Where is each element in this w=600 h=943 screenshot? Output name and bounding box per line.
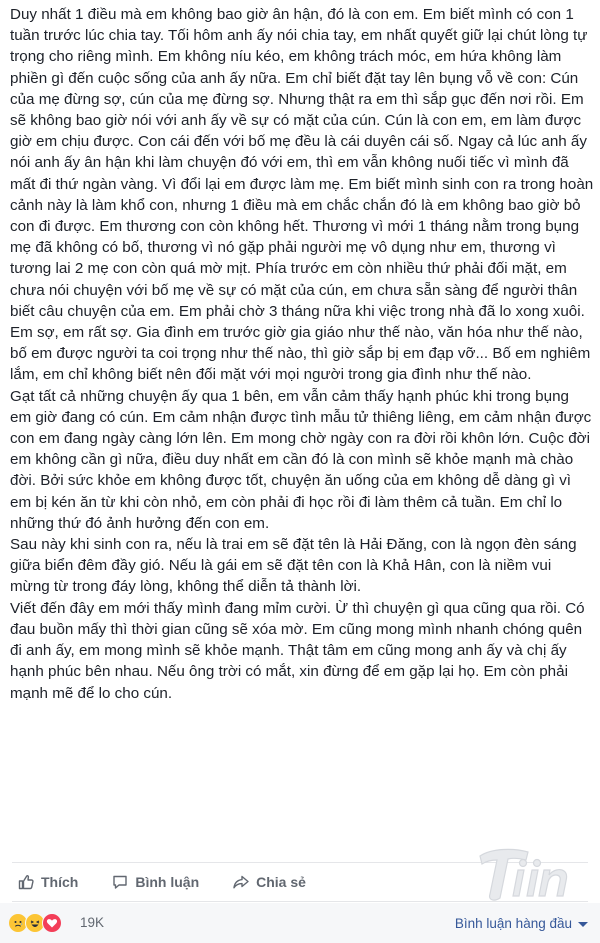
comment-sort-dropdown[interactable]: Bình luận hàng đầu xyxy=(454,916,572,931)
love-reaction-icon xyxy=(42,913,62,933)
post-actions-bar xyxy=(0,864,600,900)
divider xyxy=(12,901,588,902)
divider xyxy=(12,862,588,863)
like-button[interactable] xyxy=(18,874,78,890)
post-paragraph: Viết đến đây em mới thấy mình đang mỉm cười. Ừ thì chuyện gì qua cũng qua rồi. Có đau buồn mấy thì thời gian cũng sẽ xóa mờ. Em cũng mong mình nhanh chóng quên đi anh ấy, em mong mình sẽ khỏe mạnh. Thật tâm em cũng mong anh ấy và chị ấy hạnh phúc bên nhau. Nếu ông trời có mắt, xin đừng để em gặp lại họ. Em còn phải mạnh mẽ để lo cho cún. xyxy=(10,599,585,702)
comment-button[interactable] xyxy=(112,874,199,890)
share-button[interactable] xyxy=(233,874,306,890)
reactions-summary[interactable] xyxy=(8,913,59,933)
post-footer xyxy=(0,903,600,943)
post-paragraph: Sau này khi sinh con ra, nếu là trai em sẽ đặt tên là Hải Đăng, con là ngọn đèn sáng giữa biển đêm đầy gió. Nếu là gái em sẽ đặt tên con là Khả Hân, con là niềm vui mừng từ trong đáy lòng, không thể diễn tả thành lời. xyxy=(10,536,577,596)
post-paragraph: Duy nhất 1 điều mà em không bao giờ ân hận, đó là con em. Em biết mình có con 1 tuần trước lúc chia tay. Tối hôm anh ấy nói chia tay, em nhất quyết giữ lại chút lòng tự trọng cho riêng mình. Em không níu kéo, em không trách móc, em hứa không làm phiền gì đến cuộc sống của anh ấy nữa. Em chỉ biết đặt tay lên bụng vỗ về con: Cún của mẹ đừng sợ, cún của mẹ đừng sợ. Nhưng thật ra em thì sắp gục đến nơi rồi. Em sẽ không bao giờ nói với anh ấy về sự có mặt của cún. Cún là con em, em làm được giờ em chịu được. Con cái đến với bố mẹ đều là cái duyên cái số. Ngay cả lúc anh ấy nói anh ấy ân hận khi làm chuyện đó với em, thì em vẫn không nuối tiếc vì mình đã mất đi thứ ngàn vàng. Vì đổi lại em được làm mẹ. Em biết mình sinh con ra trong hoàn cảnh này là làm khổ con, nhưng 1 điều mà em chắc chắn đó là em không bao giờ bỏ con đi được. Em thương con còn không hết. Thương vì mới 1 tháng nằm trong bụng mẹ đã không có bố, thương vì nó gặp phải người mẹ vô dụng như em, thương vì tương lai 2 mẹ con còn quá mờ mịt. Phía trước em còn nhiều thứ phải đối mặt, em chưa nói chuyện với bố mẹ về sự có mặt của cún, em chưa sẵn sàng để người thân biết câu chuyện của em. Em phải chờ 3 tháng nữa khi việc trong nhà đã lo xong xuôi. Em sợ, em rất sợ. Gia đình em trước giờ gia giáo như thế nào, văn hóa như thế nào, bố em được người ta coi trọng như thế nào, thì giờ sắp bị em đạp vỡ... Bố em nghiêm lắm, em chỉ không biết nên đối mặt với mọi người trong gia đình như thế nào. xyxy=(10,6,594,384)
chevron-down-icon[interactable] xyxy=(578,922,588,927)
share-icon xyxy=(233,874,249,890)
thumbs-up-icon xyxy=(18,874,34,890)
share-label: Chia sẻ xyxy=(256,874,306,890)
comment-icon xyxy=(112,874,128,890)
post-text xyxy=(10,4,594,704)
reaction-count[interactable]: 19K xyxy=(80,915,105,930)
comment-label: Bình luận xyxy=(135,874,200,890)
like-label: Thích xyxy=(41,874,79,890)
post-paragraph: Gạt tất cả những chuyện ấy qua 1 bên, em vẫn cảm thấy hạnh phúc khi trong bụng em giờ đang có cún. Em cảm nhận được tình mẫu tử thiêng liêng, em cảm nhận được con em đang ngày càng lớn lên. Em mong chờ ngày con ra đời rồi khôn lớn. Cuộc đời em không cần gì nữa, điều duy nhất em cần đó là con mình sẽ khỏe mạnh mà chào đời. Bởi sức khỏe em không được tốt, chuyện ăn uống của em không dễ dàng gì vì em bị kén ăn từ khi còn nhỏ, em còn phải đi học rồi đi làm thêm cả tuần. Em chỉ lo những thứ đó ảnh hưởng đến con em. xyxy=(10,387,592,532)
